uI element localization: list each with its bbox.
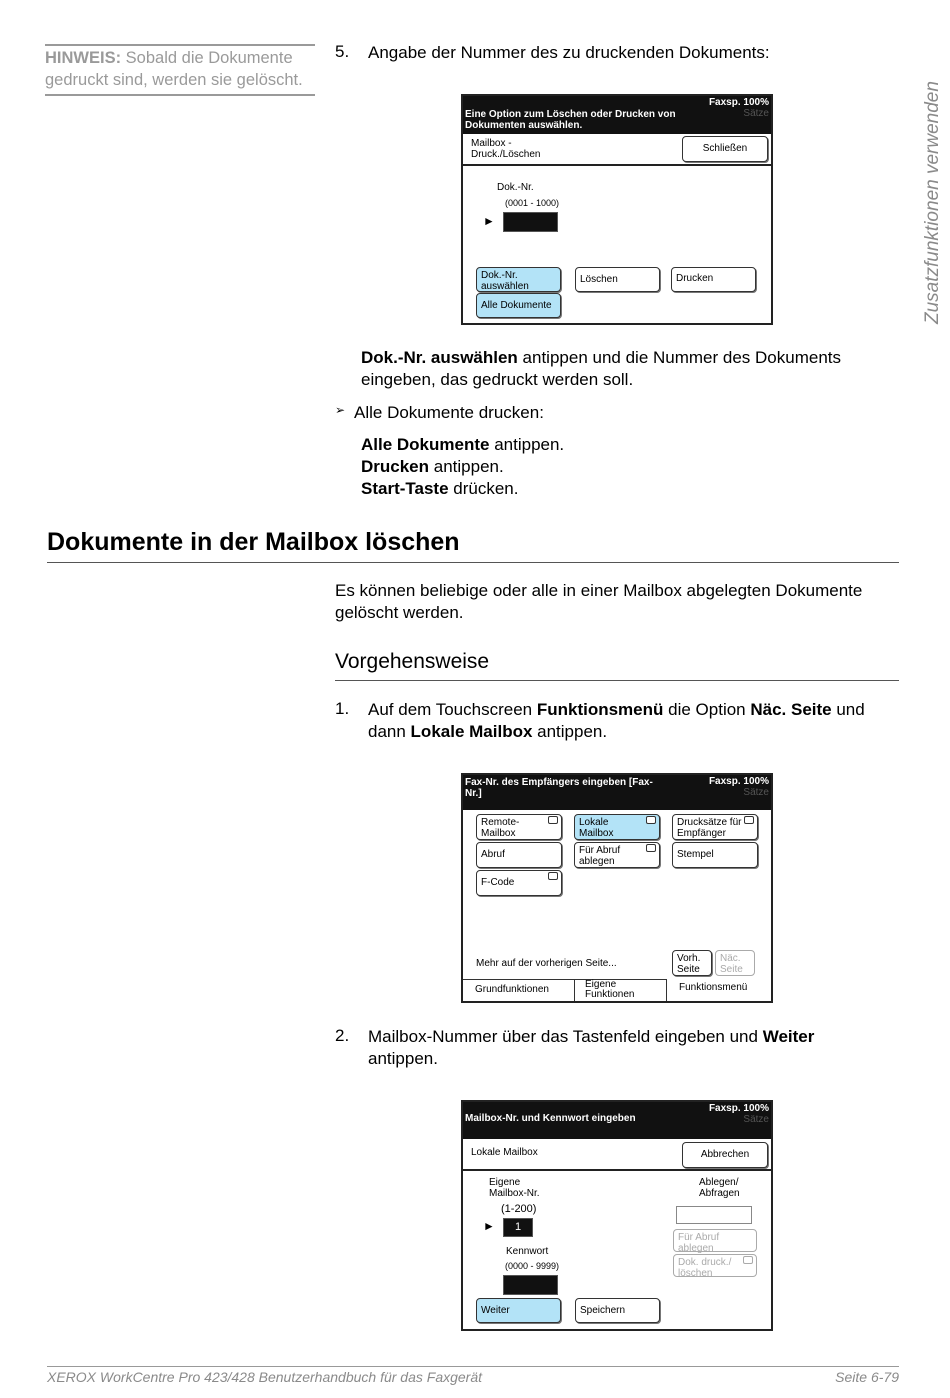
print-sets-button[interactable] [672, 814, 758, 840]
more-previous-text: Mehr auf der vorherigen Seite... [476, 958, 617, 969]
step-text: Angabe der Nummer des zu druckenden Dokuments: [368, 43, 770, 62]
intro-text: Es können beliebige oder alle in einer Mailbox abgelegten Dokumente gelöscht werden. [335, 581, 863, 622]
note-box [45, 44, 315, 96]
next-page-button[interactable]: Näc. Seite [715, 950, 755, 976]
fax-speed [709, 776, 769, 798]
screen-title: Fax-Nr. des Empfängers eingeben [Fax-Nr.] [465, 777, 653, 799]
instruction-bold: Dok.-Nr. auswählen [361, 348, 518, 367]
instruction-rest: antippen und die Nummer des Dokuments eingeben, das gedruckt werden soll. [361, 348, 842, 389]
instruction-start [361, 478, 518, 500]
local-mailbox-button[interactable] [574, 814, 660, 840]
subheading-rule [335, 680, 899, 681]
close-button[interactable]: Schließen [682, 136, 768, 162]
doknr-label: Dok.-Nr. [497, 182, 534, 193]
instruction-all [361, 434, 564, 456]
poll-button[interactable]: Abruf [476, 842, 562, 868]
screen-print-delete [461, 94, 773, 325]
step-number: 2. [335, 1026, 350, 1045]
bullet-arrow-icon: ➢ [335, 403, 346, 417]
tab-marker-icon [744, 816, 754, 824]
divider [463, 1169, 771, 1171]
own-mailbox-range: (1-200) [501, 1203, 537, 1215]
instruction-print [361, 456, 504, 478]
side-section-label: Zusatzfunktionen verwenden [922, 81, 943, 324]
cancel-button[interactable]: Abbrechen [682, 1142, 768, 1168]
button-label: Für Abruf ablegen [579, 845, 621, 867]
button-label: F-Code [481, 877, 515, 888]
screen-title-bar [463, 775, 771, 810]
tab-own-functions[interactable]: Eigene Funktionen [575, 979, 667, 1003]
prev-page-button[interactable]: Vorh. Seite [672, 950, 712, 976]
tab-function-menu[interactable]: Funktionsmenü [679, 982, 748, 993]
instruction-select [361, 347, 901, 391]
sets-label: Sätze [743, 1114, 769, 1125]
screen-function-menu [461, 773, 773, 1003]
step-number: 5. [335, 42, 350, 61]
select-doc-button[interactable]: Dok.-Nr. auswählen [476, 267, 561, 292]
instruction-rest: drücken. [448, 479, 519, 498]
fax-speed [709, 97, 769, 119]
screen-title: Eine Option zum Löschen oder Drucken von Dokumenten auswählen. [465, 109, 676, 131]
screen-title-bar [463, 1102, 771, 1139]
page-number: Seite 6-79 [835, 1369, 899, 1385]
sets-label: Sätze [743, 108, 769, 119]
password-field[interactable] [503, 1275, 558, 1295]
store-for-poll-button[interactable]: Für Abruf ablegen [673, 1229, 757, 1252]
doknr-field[interactable] [503, 212, 558, 232]
pointer-arrow-icon: ► [483, 214, 495, 228]
fax-speed-value: Faxsp. 100% [708, 776, 769, 787]
tab-marker-icon [646, 844, 656, 852]
instruction-rest: antippen. [489, 435, 565, 454]
subheading: Vorgehensweise [335, 650, 490, 673]
mailbox-label: Mailbox - Druck./Löschen [471, 138, 541, 160]
screen-title: Mailbox-Nr. und Kennwort eingeben [465, 1113, 636, 1124]
fax-speed-value: Faxsp. 100% [708, 1103, 769, 1114]
tab-basic-functions[interactable]: Grundfunktionen [463, 979, 575, 1003]
button-label: Dok. druck./ löschen [678, 1257, 732, 1279]
sets-label: Sätze [743, 787, 769, 798]
store-query-label: Ablegen/ Abfragen [699, 1177, 740, 1199]
button-label: Lokale Mailbox [579, 817, 614, 839]
password-range: (0000 - 9999) [505, 1261, 560, 1271]
tab-marker-icon [646, 816, 656, 824]
tab-marker-icon [548, 816, 558, 824]
save-button[interactable]: Speichern [575, 1298, 660, 1323]
footer-title: XEROX WorkCentre Pro 423/428 Benutzerhandbuch für das Faxgerät [47, 1369, 483, 1385]
print-delete-doc-button[interactable] [673, 1254, 757, 1277]
tab-baseline [463, 1002, 667, 1003]
remote-mailbox-button[interactable] [476, 814, 562, 840]
store-for-poll-button[interactable] [574, 842, 660, 868]
button-label: Remote-Mailbox [481, 817, 520, 839]
instruction-bold: Alle Dokumente [361, 435, 490, 454]
own-mailbox-label: Eigene Mailbox-Nr. [489, 1177, 540, 1199]
delete-button[interactable]: Löschen [575, 267, 660, 292]
bullet-text: Alle Dokumente drucken: [354, 403, 544, 422]
store-query-field[interactable] [676, 1206, 752, 1224]
doknr-range: (0001 - 1000) [505, 198, 560, 208]
divider [463, 164, 771, 166]
instruction-rest: antippen. [429, 457, 504, 476]
fax-speed-value: Faxsp. 100% [708, 97, 769, 108]
mailbox-number-field[interactable]: 1 [503, 1218, 533, 1237]
heading-rule [47, 562, 899, 563]
stamp-button[interactable]: Stempel [672, 842, 758, 868]
password-label: Kennwort [506, 1246, 549, 1257]
section-heading: Dokumente in der Mailbox löschen [47, 528, 460, 556]
tab-marker-icon [743, 1256, 753, 1264]
button-label: Drucksätze für Empfänger [677, 817, 742, 839]
tab-marker-icon [548, 872, 558, 880]
step-text: Auf dem Touchscreen Funktionsmenü die Option Näc. Seite und dann Lokale Mailbox antippen. [368, 700, 865, 741]
screen-mailbox-password [461, 1100, 773, 1331]
instruction-bold: Drucken [361, 457, 430, 476]
print-button[interactable]: Drucken [671, 267, 756, 292]
instruction-bold: Start-Taste [361, 479, 449, 498]
local-mailbox-label: Lokale Mailbox [471, 1147, 538, 1158]
note-label: HINWEIS: [45, 49, 122, 67]
note-text: Sobald die Dokumente gedruckt sind, werden sie gelöscht. [45, 49, 303, 89]
next-button[interactable]: Weiter [476, 1298, 561, 1323]
fcode-button[interactable] [476, 870, 562, 896]
all-documents-button[interactable]: Alle Dokumente [476, 293, 561, 318]
footer-rule [47, 1366, 899, 1367]
step-text: Mailbox-Nummer über das Tastenfeld eingeben und Weiter antippen. [368, 1027, 815, 1068]
step-number: 1. [335, 699, 350, 718]
screen-title-bar [463, 96, 771, 134]
pointer-arrow-icon: ► [483, 1219, 495, 1233]
fax-speed [709, 1103, 769, 1125]
